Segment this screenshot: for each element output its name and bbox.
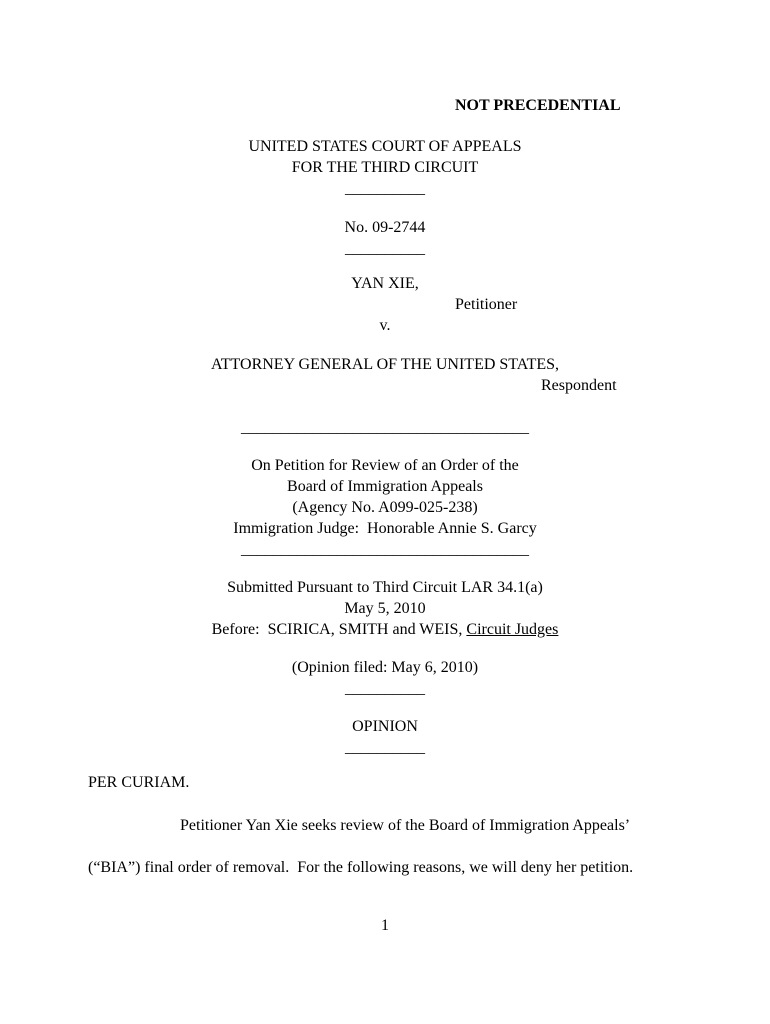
panel-judges-title: Circuit Judges (466, 621, 559, 638)
agency-number: (Agency No. A099-025-238) (292, 499, 478, 516)
section-divider-long: ____________________________________ (241, 541, 529, 558)
section-divider-short: __________ (345, 180, 425, 197)
petitioner-label: Petitioner (455, 296, 518, 313)
submitted-line: Submitted Pursuant to Third Circuit LAR 34.1(a) (227, 579, 543, 596)
per-curiam-label: PER CURIAM. (88, 774, 190, 791)
section-divider-short: __________ (345, 739, 425, 756)
page-number: 1 (381, 917, 389, 934)
body-paragraph-line2: (“BIA”) final order of removal. For the following reasons, we will deny her petition. (88, 859, 634, 876)
panel-judges-prefix: Before: SCIRICA, SMITH and WEIS, (211, 621, 467, 638)
submission-date: May 5, 2010 (344, 600, 426, 617)
section-divider-short: __________ (345, 240, 425, 257)
panel-line (0, 619, 770, 640)
opinion-filed-date: (Opinion filed: May 6, 2010) (291, 659, 479, 676)
respondent-name: ATTORNEY GENERAL OF THE UNITED STATES, (210, 356, 560, 373)
petition-review-line1: On Petition for Review of an Order of the (251, 457, 519, 474)
petitioner-name: YAN XIE, (351, 275, 419, 292)
case-number: No. 09-2744 (344, 219, 426, 236)
body-paragraph-line1: Petitioner Yan Xie seeks review of the Board of Immigration Appeals’ (180, 817, 631, 834)
immigration-judge-line: Immigration Judge: Honorable Annie S. Garcy (233, 520, 537, 537)
section-divider-short: __________ (345, 680, 425, 697)
respondent-label: Respondent (541, 377, 617, 394)
versus-label: v. (379, 317, 391, 334)
opinion-heading: OPINION (352, 718, 418, 735)
court-name-line1: UNITED STATES COURT OF APPEALS (248, 138, 522, 155)
section-divider-long: ____________________________________ (241, 419, 529, 436)
petition-review-line2: Board of Immigration Appeals (287, 478, 483, 495)
not-precedential-label: NOT PRECEDENTIAL (455, 97, 621, 114)
court-name-line2: FOR THE THIRD CIRCUIT (291, 159, 479, 176)
